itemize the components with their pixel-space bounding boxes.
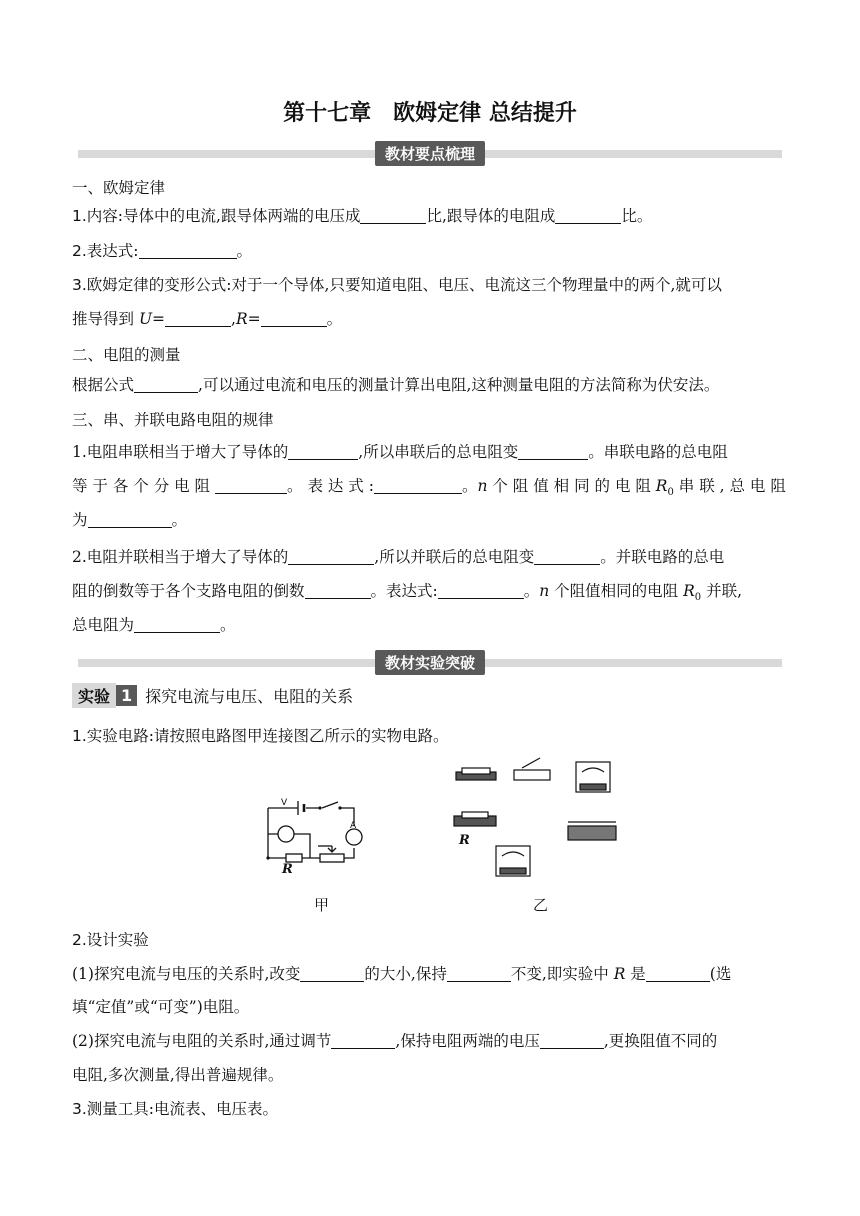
answer-blank[interactable] <box>331 1032 395 1049</box>
item-label: 3.欧姆定律的变形公式 <box>72 276 227 294</box>
item-design-1-line1 <box>72 957 788 991</box>
figure-caption-yi: 乙 <box>533 896 549 914</box>
text: 。 <box>171 511 188 529</box>
item-label: 2.表达式 <box>72 242 134 260</box>
text: ,可以通过电流和电压的测量计算出电阻,这种测量电阻的方法简称为伏安法。 <box>198 376 720 394</box>
text: 并联, <box>701 582 743 600</box>
answer-blank[interactable] <box>447 965 511 982</box>
text: (选 <box>709 965 732 983</box>
text: ,保持电阻两端的电压 <box>395 1032 540 1050</box>
text: 。 <box>236 242 253 260</box>
experiment-heading <box>72 683 353 708</box>
item-series-line1 <box>72 435 788 469</box>
banner-label: 教材实验突破 <box>375 650 485 675</box>
text: 。 <box>461 477 478 495</box>
text: = <box>152 310 166 328</box>
answer-blank[interactable] <box>300 965 364 982</box>
item-design-1-line2 <box>72 990 788 1024</box>
text: ,所以并联后的总电阻变 <box>374 548 535 566</box>
heading-ohms-law: 一、欧姆定律 <box>72 179 166 197</box>
answer-blank[interactable] <box>555 207 621 224</box>
text: :请按照电路图甲连接图乙所示的实物电路。 <box>148 727 449 745</box>
item-parallel-line3 <box>72 608 788 642</box>
answer-blank[interactable] <box>534 548 600 565</box>
item-variant-formula <box>72 268 788 302</box>
item-series-line3 <box>72 503 788 537</box>
symbol-n: n <box>539 582 550 600</box>
item-circuit <box>72 719 788 753</box>
text: 是 <box>625 965 646 983</box>
text: : <box>133 242 139 260</box>
subscript: 0 <box>667 487 674 499</box>
text: 个 阻 值 相 同 的 电 阻 <box>487 477 656 495</box>
answer-blank[interactable] <box>134 376 198 393</box>
text: 2.电阻并联相当于增大了导体的 <box>72 548 289 566</box>
text: ,所以串联后的总电阻变 <box>358 443 519 461</box>
symbol-r: R <box>683 582 695 600</box>
answer-blank[interactable] <box>165 310 231 327</box>
experiment-title: 探究电流与电压、电阻的关系 <box>145 687 354 706</box>
answer-blank[interactable] <box>360 207 426 224</box>
text: 阻的倒数等于各个支路电阻的倒数 <box>72 582 305 600</box>
item-label: 2.设计实验 <box>72 931 149 949</box>
answer-blank[interactable] <box>288 443 358 460</box>
symbol-u: U <box>138 310 153 328</box>
heading-series-parallel: 三、串、并联电路电阻的规律 <box>72 411 274 429</box>
text: 比。 <box>621 207 653 225</box>
answer-blank[interactable] <box>288 548 374 565</box>
item-tools <box>72 1092 788 1126</box>
experiment-number: 1 <box>116 685 137 706</box>
item-parallel-line1 <box>72 540 788 574</box>
text: 推导得到 <box>72 310 139 328</box>
text: 。串联电路的总电阻 <box>588 443 728 461</box>
symbol-r: R <box>235 310 248 328</box>
section-banner-experiments <box>78 654 782 672</box>
page-title: 第十七章 欧姆定律 总结提升 <box>283 101 577 126</box>
text: :导体中的电流,跟导体两端的电压成 <box>117 207 361 225</box>
components-illustration <box>452 756 624 884</box>
text: 比,跟导体的电阻成 <box>426 207 556 225</box>
text: 为 <box>72 511 88 529</box>
text: 个阻值相同的电阻 <box>549 582 684 600</box>
circuit-diagram <box>258 790 364 882</box>
text: 。 <box>523 582 540 600</box>
text: :电流表、电压表。 <box>148 1100 279 1118</box>
resistor-label: R <box>282 862 293 877</box>
voltmeter-label: V <box>281 798 288 808</box>
text: ,更换阻值不同的 <box>603 1032 718 1050</box>
answer-blank[interactable] <box>374 477 462 494</box>
answer-blank[interactable] <box>305 582 371 599</box>
answer-blank[interactable] <box>88 511 172 528</box>
item-label: 1.实验电路 <box>72 727 149 745</box>
text: 。 表 达 式 : <box>287 477 374 495</box>
answer-blank[interactable] <box>518 443 588 460</box>
answer-blank[interactable] <box>215 477 287 494</box>
answer-blank[interactable] <box>540 1032 604 1049</box>
text: 不变,即实验中 <box>510 965 614 983</box>
section-banner-key-points <box>78 145 782 163</box>
text: 根据公式 <box>72 376 135 394</box>
text: = <box>247 310 261 328</box>
item-variant-formula-line2: 推导得到 U= ,R= 。 <box>72 310 343 328</box>
symbol-r: R <box>613 965 626 983</box>
text: 1.电阻串联相当于增大了导体的 <box>72 443 289 461</box>
text: 填“定值”或“可变”)电阻。 <box>72 998 250 1016</box>
item-formula <box>72 368 788 402</box>
subscript: 0 <box>694 592 702 604</box>
item-design <box>72 923 788 957</box>
text: (2)探究电流与电阻的关系时,通过调节 <box>72 1032 332 1050</box>
item-label: 1.内容 <box>72 207 118 225</box>
banner-label: 教材要点梳理 <box>375 141 485 166</box>
symbol-r: R <box>655 477 668 495</box>
resistor-label: R <box>459 833 470 848</box>
item-expression <box>72 234 788 268</box>
text: 的大小,保持 <box>364 965 447 983</box>
text: 。表达式: <box>370 582 438 600</box>
text: 串 联 , 总 电 阻 <box>673 477 786 495</box>
answer-blank[interactable] <box>261 310 327 327</box>
answer-blank[interactable] <box>139 242 237 259</box>
text: 总电阻为 <box>72 616 135 634</box>
figure-caption-jia: 甲 <box>314 896 330 914</box>
text: 电阻,多次测量,得出普遍规律。 <box>72 1066 284 1084</box>
answer-blank[interactable] <box>646 965 710 982</box>
text: 。并联电路的总电 <box>600 548 725 566</box>
symbol-n: n <box>477 477 488 495</box>
text: 等 于 各 个 分 电 阻 <box>72 477 211 495</box>
text: 。 <box>326 310 343 328</box>
ammeter-label: A <box>350 821 357 831</box>
answer-blank[interactable] <box>438 582 524 599</box>
answer-blank[interactable] <box>134 616 220 633</box>
text: 。 <box>220 616 236 634</box>
experiment-tag: 实验 <box>72 683 116 708</box>
text: :对于一个导体,只要知道电阻、电压、电流这三个物理量中的两个,就可以 <box>226 276 722 294</box>
item-design-2-line1 <box>72 1024 788 1058</box>
item-design-2-line2 <box>72 1058 788 1092</box>
item-content <box>72 199 788 233</box>
text: (1)探究电流与电压的关系时,改变 <box>72 965 301 983</box>
heading-resistance-measurement: 二、电阻的测量 <box>72 346 181 364</box>
item-label: 3.测量工具 <box>72 1100 149 1118</box>
